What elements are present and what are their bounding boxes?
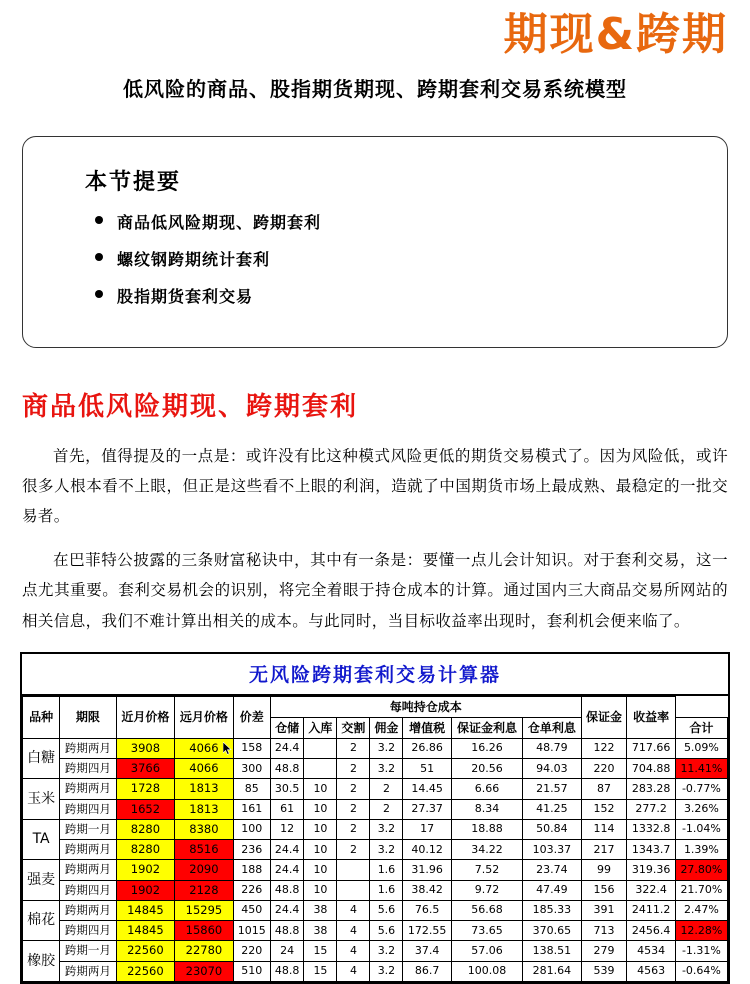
cell-storage: 24.4: [270, 900, 304, 920]
cell-storage: 30.5: [270, 779, 304, 799]
cell-term: 跨期两月: [60, 860, 116, 880]
cell-warehousing: 15: [304, 941, 337, 961]
cell-yield: 12.28%: [675, 921, 727, 941]
cell-near-price: 1902: [116, 880, 175, 900]
cell-commission: 3.2: [370, 759, 403, 779]
cell-margin: 322.4: [627, 880, 675, 900]
cell-total: 87: [581, 779, 627, 799]
cell-margin-interest: 57.06: [451, 941, 522, 961]
table-row: [23, 860, 728, 880]
cell-delivery: 2: [337, 799, 370, 819]
cell-yield: 11.41%: [675, 759, 727, 779]
cell-margin: 1343.7: [627, 840, 675, 860]
cell-margin-interest: 8.34: [451, 799, 522, 819]
cell-spread: 300: [233, 759, 270, 779]
cell-warehousing: 10: [304, 819, 337, 839]
cell-far-price: 2090: [175, 860, 234, 880]
cell-warehousing: 10: [304, 860, 337, 880]
cell-total: 152: [581, 799, 627, 819]
cell-margin-interest: 100.08: [451, 961, 522, 981]
cell-total: 114: [581, 819, 627, 839]
cell-storage: 61: [270, 799, 304, 819]
cell-yield: 3.26%: [675, 799, 727, 819]
cell-commission: 1.6: [370, 880, 403, 900]
table-row: [23, 921, 728, 941]
bullet-icon: [95, 290, 103, 298]
cell-near-price: 1902: [116, 860, 175, 880]
col-commission: 佣金: [370, 717, 403, 738]
cell-commission: 3.2: [370, 941, 403, 961]
cell-delivery: [337, 860, 370, 880]
cell-yield: -1.31%: [675, 941, 727, 961]
cell-total: 279: [581, 941, 627, 961]
cell-spread: 188: [233, 860, 270, 880]
cell-spread: 161: [233, 799, 270, 819]
cell-term: 跨期两月: [60, 840, 116, 860]
page-subtitle: 低风险的商品、股指期货期现、跨期套利交易系统模型: [123, 76, 627, 101]
col-term: 期限: [60, 696, 116, 738]
col-total: 合计: [675, 717, 727, 738]
cell-near-price: 8280: [116, 819, 175, 839]
cell-term: 跨期一月: [60, 941, 116, 961]
cell-vat: 14.45: [403, 779, 451, 799]
paragraph: 首先，值得提及的一点是：或许没有比这种模式风险更低的期货交易模式了。因为风险低，或许很多人根本看不上眼，但正是这些看不上眼的利润，造就了中国期货市场上最成熟、最稳定的一批交易者。: [22, 446, 728, 526]
cell-delivery: 4: [337, 961, 370, 981]
cell-near-price: 14845: [116, 921, 175, 941]
list-item: [95, 284, 699, 307]
table-row: [23, 759, 728, 779]
cell-near-price: 3908: [116, 738, 175, 758]
cell-commission: 1.6: [370, 860, 403, 880]
cell-invoice-interest: 94.03: [523, 759, 582, 779]
cell-margin: 2456.4: [627, 921, 675, 941]
cell-vat: 27.37: [403, 799, 451, 819]
cell-margin-interest: 20.56: [451, 759, 522, 779]
cell-invoice-interest: 23.74: [523, 860, 582, 880]
col-far-price: 远月价格: [175, 696, 234, 738]
paragraph: 在巴菲特公披露的三条财富秘诀中，其中有一条是：要懂一点儿会计知识。对于套利交易，这一点尤其重要。套利交易机会的识别，将完全着眼于持仓成本的计算。通过国内三大商品交易所网站的相关信息，我们不难计算出相关的成本。与此同时，当目标收益率出现时，套利机会便来临了。: [22, 551, 728, 630]
cell-spread: 1015: [233, 921, 270, 941]
cell-term: 跨期两月: [60, 900, 116, 920]
cell-margin: 4534: [627, 941, 675, 961]
cell-margin-interest: 18.88: [451, 819, 522, 839]
cell-near-price: 1728: [116, 779, 175, 799]
cell-vat: 26.86: [403, 738, 451, 758]
section-heading: 商品低风险期现、跨期套利: [22, 391, 359, 422]
list-item-label: 螺纹钢跨期统计套利: [117, 249, 271, 269]
cell-invoice-interest: 48.79: [523, 738, 582, 758]
page-title: 期现&跨期: [503, 9, 728, 60]
cell-commission: 2: [370, 779, 403, 799]
cell-term: 跨期两月: [60, 738, 116, 758]
cell-far-price: 1813: [175, 799, 234, 819]
cell-far-price: 1813: [175, 779, 234, 799]
cell-variety: TA: [23, 819, 60, 860]
cell-term: 跨期四月: [60, 799, 116, 819]
cell-warehousing: 10: [304, 880, 337, 900]
cell-yield: 21.70%: [675, 880, 727, 900]
cell-far-price: 23070: [175, 961, 234, 981]
cell-near-price: 3766: [116, 759, 175, 779]
table-row: [23, 819, 728, 839]
cell-margin: 1332.8: [627, 819, 675, 839]
cell-vat: 76.5: [403, 900, 451, 920]
cell-spread: 510: [233, 961, 270, 981]
cell-warehousing: [304, 759, 337, 779]
cell-storage: 24.4: [270, 860, 304, 880]
bullet-icon: [95, 216, 103, 224]
list-item-label: 股指期货套利交易: [117, 286, 254, 306]
cell-storage: 24: [270, 941, 304, 961]
cell-near-price: 22560: [116, 961, 175, 981]
cell-spread: 158: [233, 738, 270, 758]
col-warehousing: 入库: [304, 717, 337, 738]
cell-vat: 172.55: [403, 921, 451, 941]
cell-warehousing: 15: [304, 961, 337, 981]
cell-delivery: 2: [337, 759, 370, 779]
cell-delivery: 2: [337, 819, 370, 839]
summary-title: 本节提要: [85, 169, 182, 195]
cell-spread: 100: [233, 819, 270, 839]
cell-warehousing: 10: [304, 779, 337, 799]
cell-margin-interest: 73.65: [451, 921, 522, 941]
cell-margin-interest: 9.72: [451, 880, 522, 900]
cell-margin: 4563: [627, 961, 675, 981]
cell-invoice-interest: 103.37: [523, 840, 582, 860]
cell-total: 217: [581, 840, 627, 860]
cell-yield: 27.80%: [675, 860, 727, 880]
col-storage: 仓储: [270, 717, 304, 738]
cell-delivery: 2: [337, 738, 370, 758]
cell-storage: 48.8: [270, 880, 304, 900]
cell-invoice-interest: 138.51: [523, 941, 582, 961]
summary-box: [22, 136, 728, 348]
col-yield: 收益率: [627, 696, 675, 738]
cell-margin: 277.2: [627, 799, 675, 819]
cell-delivery: 2: [337, 840, 370, 860]
table-row: [23, 779, 728, 799]
table-row: [23, 840, 728, 860]
cell-variety: 橡胶: [23, 941, 60, 982]
table-row: [23, 738, 728, 758]
cell-vat: 31.96: [403, 860, 451, 880]
bullet-icon: [95, 253, 103, 261]
cell-invoice-interest: 41.25: [523, 799, 582, 819]
cell-yield: 1.39%: [675, 840, 727, 860]
table-row: [23, 900, 728, 920]
cell-term: 跨期两月: [60, 779, 116, 799]
cell-warehousing: [304, 738, 337, 758]
table-row: [23, 961, 728, 981]
table-body: [23, 738, 728, 981]
cell-spread: 220: [233, 941, 270, 961]
col-near-price: 近月价格: [116, 696, 175, 738]
cell-vat: 51: [403, 759, 451, 779]
cell-spread: 85: [233, 779, 270, 799]
cell-invoice-interest: 370.65: [523, 921, 582, 941]
cell-margin-interest: 7.52: [451, 860, 522, 880]
cell-vat: 37.4: [403, 941, 451, 961]
table-row: [23, 941, 728, 961]
cell-spread: 236: [233, 840, 270, 860]
calculator-title: 无风险跨期套利交易计算器: [22, 654, 728, 696]
calculator-table: [22, 696, 728, 982]
cell-total: 713: [581, 921, 627, 941]
cell-commission: 3.2: [370, 961, 403, 981]
cell-vat: 40.12: [403, 840, 451, 860]
cell-storage: 24.4: [270, 840, 304, 860]
cell-storage: 24.4: [270, 738, 304, 758]
col-delivery: 交割: [337, 717, 370, 738]
cell-invoice-interest: 50.84: [523, 819, 582, 839]
cell-yield: -1.04%: [675, 819, 727, 839]
col-vat: 增值税: [403, 717, 451, 738]
col-invoice-interest: 仓单利息: [523, 717, 582, 738]
cell-delivery: [337, 880, 370, 900]
cell-variety: 玉米: [23, 779, 60, 820]
cell-variety: 白糖: [23, 738, 60, 779]
cell-total: 156: [581, 880, 627, 900]
cell-near-price: 22560: [116, 941, 175, 961]
cell-delivery: 4: [337, 941, 370, 961]
col-cost-group: 每吨持仓成本: [270, 696, 581, 717]
cell-warehousing: 38: [304, 900, 337, 920]
list-item-label: 商品低风险期现、跨期套利: [117, 212, 322, 232]
calculator-table-container: [20, 652, 730, 984]
cell-near-price: 14845: [116, 900, 175, 920]
col-margin-interest: 保证金利息: [451, 717, 522, 738]
cell-total: 391: [581, 900, 627, 920]
cell-yield: 5.09%: [675, 738, 727, 758]
col-margin: 保证金: [581, 696, 627, 738]
cell-margin-interest: 16.26: [451, 738, 522, 758]
cell-storage: 48.8: [270, 961, 304, 981]
list-item: [95, 210, 699, 233]
cell-margin-interest: 56.68: [451, 900, 522, 920]
cell-yield: -0.64%: [675, 961, 727, 981]
mouse-cursor-icon: [223, 742, 232, 760]
cell-near-price: 8280: [116, 840, 175, 860]
cell-total: 539: [581, 961, 627, 981]
cell-invoice-interest: 21.57: [523, 779, 582, 799]
cell-total: 99: [581, 860, 627, 880]
cell-term: 跨期四月: [60, 759, 116, 779]
cell-far-price: 8516: [175, 840, 234, 860]
cell-margin: 704.88: [627, 759, 675, 779]
cell-far-price: 4066: [175, 759, 234, 779]
cell-near-price: 1652: [116, 799, 175, 819]
cell-commission: 5.6: [370, 900, 403, 920]
cell-commission: 5.6: [370, 921, 403, 941]
table-row: [23, 880, 728, 900]
cell-term: 跨期一月: [60, 819, 116, 839]
cell-storage: 48.8: [270, 921, 304, 941]
col-variety: 品种: [23, 696, 60, 738]
cell-margin-interest: 34.22: [451, 840, 522, 860]
cell-delivery: 4: [337, 900, 370, 920]
cell-storage: 12: [270, 819, 304, 839]
cell-spread: 450: [233, 900, 270, 920]
cell-far-price: 15860: [175, 921, 234, 941]
cell-margin-interest: 6.66: [451, 779, 522, 799]
cell-term: 跨期四月: [60, 921, 116, 941]
table-row: [23, 799, 728, 819]
cell-far-price: 22780: [175, 941, 234, 961]
cell-term: 跨期两月: [60, 961, 116, 981]
cell-storage: 48.8: [270, 759, 304, 779]
cell-total: 122: [581, 738, 627, 758]
cell-commission: 3.2: [370, 819, 403, 839]
summary-list: [51, 210, 699, 307]
cell-variety: 棉花: [23, 900, 60, 941]
cell-margin: 283.28: [627, 779, 675, 799]
cell-margin: 319.36: [627, 860, 675, 880]
cell-total: 220: [581, 759, 627, 779]
cell-vat: 17: [403, 819, 451, 839]
cell-far-price: 15295: [175, 900, 234, 920]
cell-invoice-interest: 185.33: [523, 900, 582, 920]
list-item: [95, 247, 699, 270]
cell-invoice-interest: 47.49: [523, 880, 582, 900]
cell-warehousing: 10: [304, 799, 337, 819]
cell-far-price: 8380: [175, 819, 234, 839]
cell-delivery: 2: [337, 779, 370, 799]
cell-margin: 717.66: [627, 738, 675, 758]
cell-warehousing: 10: [304, 840, 337, 860]
cell-spread: 226: [233, 880, 270, 900]
cell-margin: 2411.2: [627, 900, 675, 920]
cell-far-price: 2128: [175, 880, 234, 900]
cell-delivery: 4: [337, 921, 370, 941]
cell-vat: 38.42: [403, 880, 451, 900]
cell-yield: -0.77%: [675, 779, 727, 799]
cell-invoice-interest: 281.64: [523, 961, 582, 981]
cell-commission: 2: [370, 799, 403, 819]
col-spread: 价差: [233, 696, 270, 738]
cell-yield: 2.47%: [675, 900, 727, 920]
cell-commission: 3.2: [370, 738, 403, 758]
cell-commission: 3.2: [370, 840, 403, 860]
cell-far-price: 4066: [175, 738, 234, 758]
table-header-row: [23, 696, 728, 717]
cell-vat: 86.7: [403, 961, 451, 981]
cell-warehousing: 38: [304, 921, 337, 941]
cell-term: 跨期四月: [60, 880, 116, 900]
cell-variety: 强麦: [23, 860, 60, 901]
